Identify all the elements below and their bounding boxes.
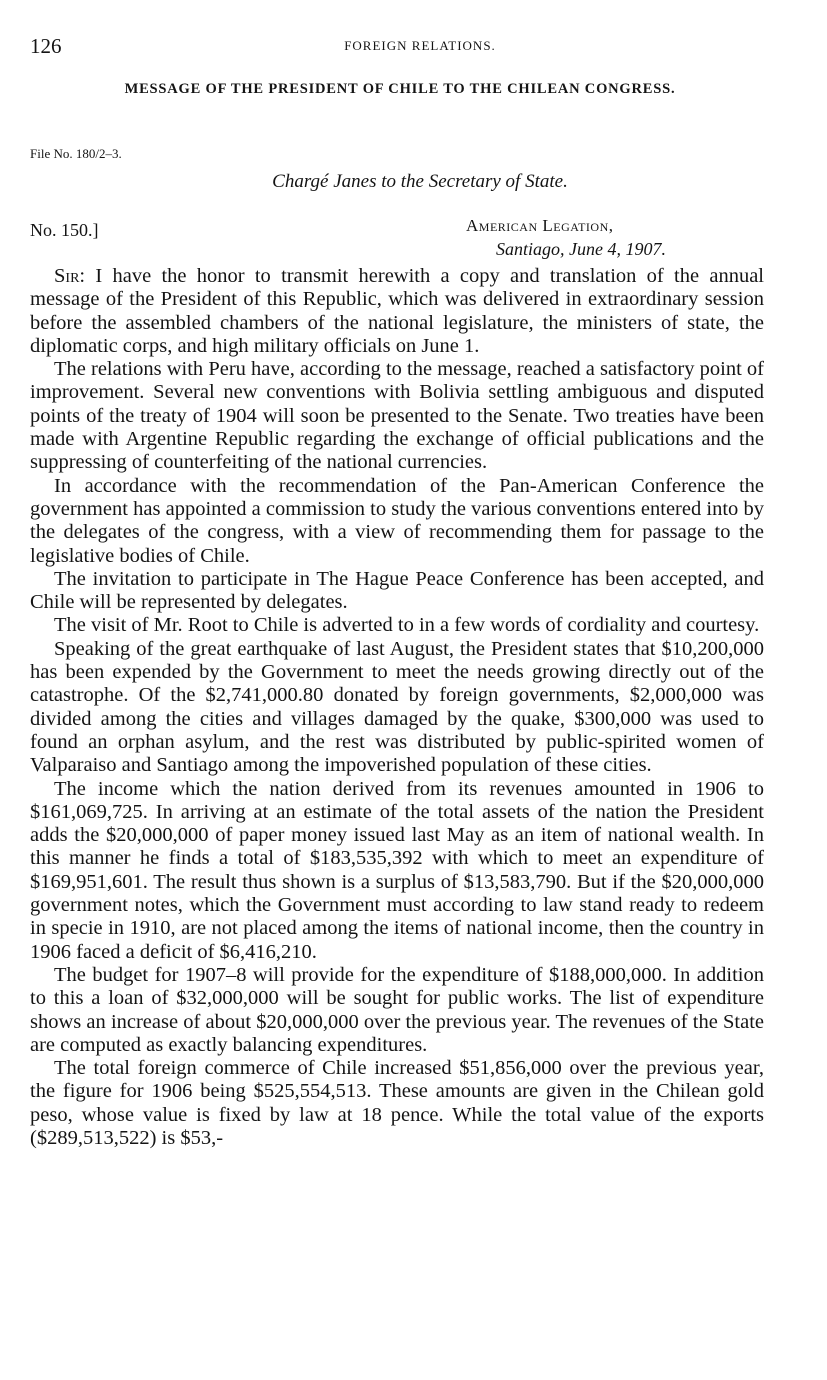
paragraph: The budget for 1907–8 will provide for the expenditure of $188,000,000. In addition to this a loan of $32,000,000 will be sought for public works. The list of expenditure shows an increase of about $20,000,000 over the previous year. The revenues of the State are computed as exactly balancing expenditures. — [30, 963, 764, 1056]
page-header — [30, 34, 770, 60]
letter-body — [30, 265, 764, 1150]
running-head: FOREIGN RELATIONS. — [344, 38, 496, 53]
paragraph: Speaking of the great earthquake of last August, the President states that $10,200,000 has been expended by the Government to meet the needs growing directly out of the catastrophe. Of the $2,741,000.80 donated by foreign governments, $2,000,000 was divided among the cities and villages damaged by the quake, $300,000 was used to found an orphan asylum, and the rest was distributed by public-spirited women of Valparaiso and Santiago among the impoverished population of these cities. — [30, 637, 764, 777]
dateline: Santiago, June 4, 1907. — [496, 239, 666, 259]
paragraph: In accordance with the recommendation of the Pan-American Conference the government has appointed a commission to study the various conventions entered into by the delegates of the congress, with a view of recommending them for passage to the legislative bodies of Chile. — [30, 474, 764, 567]
section-title: MESSAGE OF THE PRESIDENT OF CHILE TO THE CHILEAN CONGRESS. — [124, 81, 676, 97]
paragraph: The relations with Peru have, according to the message, reached a satisfactory point of improvement. Several new conventions with Bolivia settling ambiguous and disputed points of the treaty of 1904 will soon be presented to the Senate. Two treaties have been made with Argentine Republic regarding the exchange of official publications and the suppressing of counterfeiting of the national currencies. — [30, 358, 764, 474]
letter-subheading: Chargé Janes to the Secretary of State. — [272, 171, 568, 192]
paragraph-1 — [30, 265, 764, 358]
page-number: 126 — [30, 34, 62, 58]
paragraph-1-text: : I have the honor to transmit herewith a copy and translation of the annual message of the President of this Republic, which was delivered in extraordinary session before the assembled chambers of the national legislature, the ministers of state, the diplomatic corps, and high military officials on June 1. — [30, 265, 764, 357]
paragraph: The invitation to participate in The Hague Peace Conference has been accepted, and Chile will be represented by delegates. — [30, 567, 764, 614]
salutation: Sir — [54, 265, 80, 287]
paragraph: The visit of Mr. Root to Chile is adverted to in a few words of cordiality and courtesy. — [54, 614, 760, 637]
legation-name: American Legation, — [466, 216, 614, 235]
file-number: File No. 180/2–3. — [30, 146, 122, 161]
paragraph: The income which the nation derived from its revenues amounted in 1906 to $161,069,725. In arriving at an estimate of the total assets of the nation the President adds the $20,000,000 of paper money issued last May as an item of national wealth. In this manner he finds a total of $183,535,392 with which to meet an expenditure of $169,951,601. The result thus shown is a surplus of $13,583,790. But if the $20,000,000 government notes, which the Government must according to law stand ready to redeem in specie in 1910, are not placed among the items of national income, then the country in 1906 faced a deficit of $6,416,210. — [30, 777, 764, 963]
dispatch-number: No. 150.] — [30, 220, 99, 240]
paragraph: The total foreign commerce of Chile increased $51,856,000 over the previous year, the figure for 1906 being $525,554,513. These amounts are given in the Chilean gold peso, whose value is fixed by law at 18 pence. While the total value of the exports ($289,513,522) is $53,- — [30, 1057, 764, 1149]
